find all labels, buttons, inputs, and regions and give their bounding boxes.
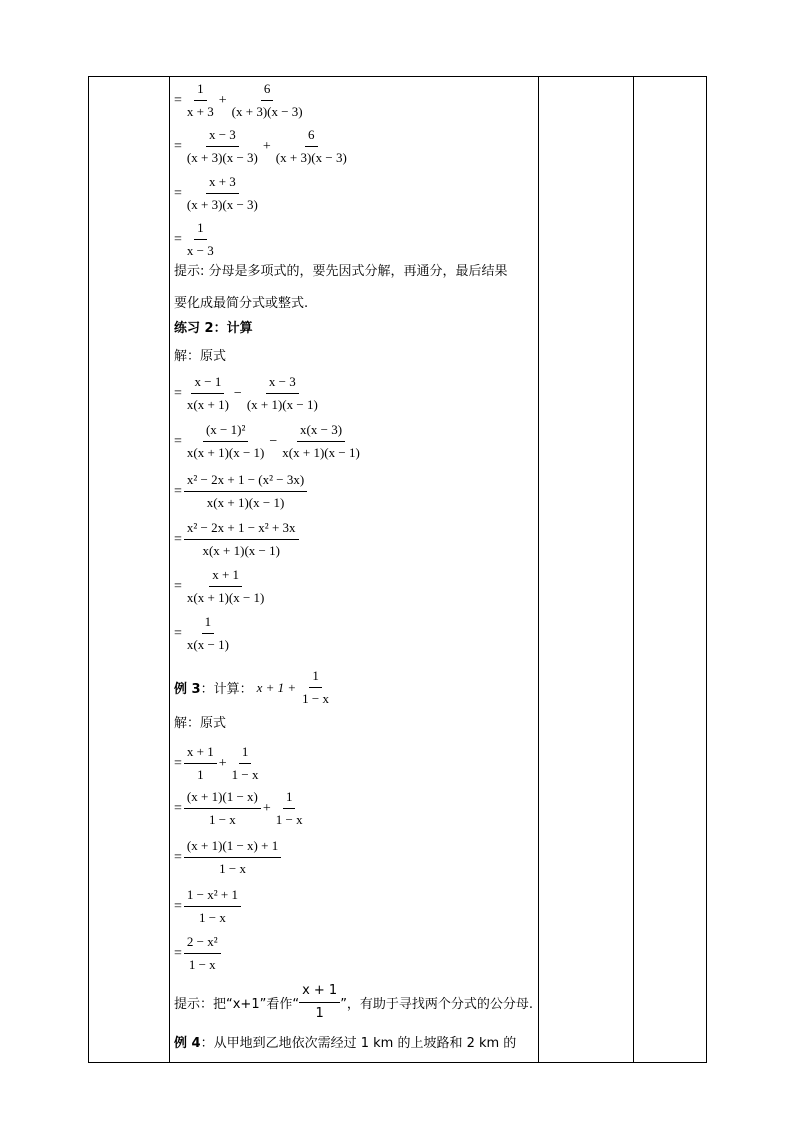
table-bottom-border [88, 1062, 707, 1063]
fraction [184, 173, 261, 214]
denominator: x − 3 [186, 243, 214, 258]
numerator: 2 − x² [184, 933, 221, 954]
numerator: 1 [194, 219, 207, 240]
denominator: 1 − x [231, 767, 259, 782]
fraction [184, 373, 232, 414]
equals-sign: = [174, 945, 182, 961]
block-1-row-2 [174, 126, 350, 167]
numerator: (x + 1)(1 − x) [184, 788, 261, 809]
fraction [279, 421, 362, 462]
denominator: x(x + 1) [186, 397, 229, 412]
block-2-row-4 [174, 519, 299, 560]
numerator: x + 1 [184, 743, 217, 764]
equals-sign: = [174, 433, 182, 449]
equals-sign: = [174, 483, 182, 499]
equals-sign: = [174, 578, 182, 594]
denominator: (x + 3)(x − 3) [186, 150, 258, 165]
block-3-row-2 [174, 788, 306, 829]
hint-2-num: x + 1 [299, 982, 340, 1003]
hint-1-line-2: 要化成最简分式或整式. [174, 296, 309, 311]
hint-1-line-1: 提示: 分母是多项式的，要先因式分解，再通分，最后结果 [174, 264, 508, 279]
block-3-row-1 [174, 743, 262, 784]
operator: + [262, 800, 271, 816]
equals-sign: = [174, 385, 182, 401]
denominator: (x + 1)(x − 1) [246, 397, 318, 412]
numerator: x − 1 [191, 373, 224, 394]
example-4-text: ：从甲地到乙地依次需经过 1 km 的上坡路和 2 km 的 [200, 1036, 517, 1051]
example-3-expr-prefix: x + 1 + [256, 679, 297, 695]
fraction [184, 886, 241, 927]
example-3-solve: 解：原式 [174, 716, 227, 731]
table-top-border [88, 76, 707, 77]
hint-2 [174, 982, 533, 1023]
equals-sign: = [174, 92, 182, 108]
example-3-label: ：计算： [200, 682, 253, 697]
numerator: x² − 2x + 1 − (x² − 3x) [184, 471, 307, 492]
fraction [273, 126, 350, 167]
denominator: 1 − x [219, 861, 246, 876]
equals-sign: = [174, 185, 182, 201]
numerator: x(x − 3) [297, 421, 345, 442]
numerator: x² − 2x + 1 − x² + 3x [184, 519, 299, 540]
denominator: x(x + 1)(x − 1) [202, 543, 280, 558]
example-4-line [174, 1034, 516, 1054]
block-2-row-6 [174, 613, 232, 654]
fraction [273, 788, 306, 829]
hint-2-fraction [299, 982, 340, 1023]
fraction [184, 933, 221, 974]
operator: − [269, 433, 278, 449]
numerator: (x − 1)² [203, 421, 248, 442]
denominator: x(x − 1) [186, 637, 229, 652]
equals-sign: = [174, 800, 182, 816]
fraction [229, 743, 262, 784]
block-3-row-5 [174, 933, 221, 974]
fraction [184, 80, 217, 121]
fraction [184, 613, 232, 654]
numerator: (x + 1)(1 − x) + 1 [184, 837, 281, 858]
equals-sign: = [174, 849, 182, 865]
table-col-line-2 [169, 76, 170, 1062]
equals-sign: = [174, 755, 182, 771]
denominator: (x + 3)(x − 3) [186, 197, 258, 212]
numerator: 6 [305, 126, 318, 147]
table-col-line-5 [706, 76, 707, 1062]
fraction [244, 373, 321, 414]
table-col-line-4 [633, 76, 634, 1062]
fraction [184, 471, 307, 512]
equals-sign: = [174, 138, 182, 154]
block-3-row-4 [174, 886, 241, 927]
denominator: x(x + 1)(x − 1) [186, 590, 265, 605]
operator: + [262, 138, 271, 154]
block-2-row-1 [174, 373, 321, 414]
block-1-row-1 [174, 80, 306, 121]
block-3-row-3 [174, 837, 281, 878]
hint-2-pre: 提示：把“x+1”看作“ [174, 997, 300, 1012]
example-3-header [174, 667, 332, 708]
fraction [184, 566, 267, 607]
operator: + [218, 92, 227, 108]
denominator: 1 [197, 767, 204, 782]
fraction [184, 126, 261, 167]
operator: + [218, 755, 227, 771]
operator: − [233, 385, 242, 401]
numerator: 6 [261, 80, 274, 101]
exercise-2-title [174, 319, 253, 339]
denominator: (x + 3)(x − 3) [275, 150, 347, 165]
denominator: 1 − x [275, 812, 303, 827]
block-2-row-2 [174, 421, 363, 462]
hint-2-den: 1 [315, 1006, 324, 1021]
example-4-title: 例 4 [174, 1036, 201, 1051]
block-2-row-5 [174, 566, 267, 607]
denominator: 1 − x [208, 812, 236, 827]
table-col-line-3 [538, 76, 539, 1062]
block-1-row-4 [174, 219, 217, 260]
denominator: 1 − x [199, 910, 226, 925]
block-2-row-3 [174, 471, 307, 512]
numerator: 1 [202, 613, 215, 634]
numerator: x − 3 [206, 126, 239, 147]
denominator: x(x + 1)(x − 1) [282, 445, 360, 460]
fraction [184, 743, 217, 784]
block-1-row-3 [174, 173, 261, 214]
hint-2-post: ”，有助于寻找两个分式的公分母. [340, 997, 534, 1012]
numerator: x + 1 [209, 566, 242, 587]
fraction [184, 837, 281, 878]
equals-sign: = [174, 898, 182, 914]
fraction [184, 219, 217, 260]
example-3-expr-num: 1 [309, 667, 322, 688]
numerator: 1 [239, 743, 252, 764]
example-3-expr-den: 1 − x [302, 691, 330, 706]
table-col-line-1 [88, 76, 89, 1062]
denominator: 1 − x [188, 957, 216, 972]
numerator: x + 3 [206, 173, 239, 194]
exercise-2-label: 练习 2：计算 [174, 321, 253, 336]
denominator: x(x + 1)(x − 1) [186, 445, 265, 460]
numerator: 1 − x² + 1 [184, 886, 241, 907]
denominator: (x + 3)(x − 3) [231, 104, 303, 119]
numerator: 1 [283, 788, 296, 809]
example-3-expr-fraction [299, 667, 332, 708]
exercise-2-solve: 解：原式 [174, 349, 227, 364]
fraction [184, 519, 299, 560]
equals-sign: = [174, 231, 182, 247]
equals-sign: = [174, 531, 182, 547]
denominator: x(x + 1)(x − 1) [206, 495, 285, 510]
denominator: x + 3 [186, 104, 214, 119]
fraction [229, 80, 306, 121]
example-3-title: 例 3 [174, 682, 201, 697]
fraction [184, 421, 267, 462]
numerator: x − 3 [266, 373, 299, 394]
numerator: 1 [194, 80, 207, 101]
fraction [184, 788, 261, 829]
equals-sign: = [174, 625, 182, 641]
